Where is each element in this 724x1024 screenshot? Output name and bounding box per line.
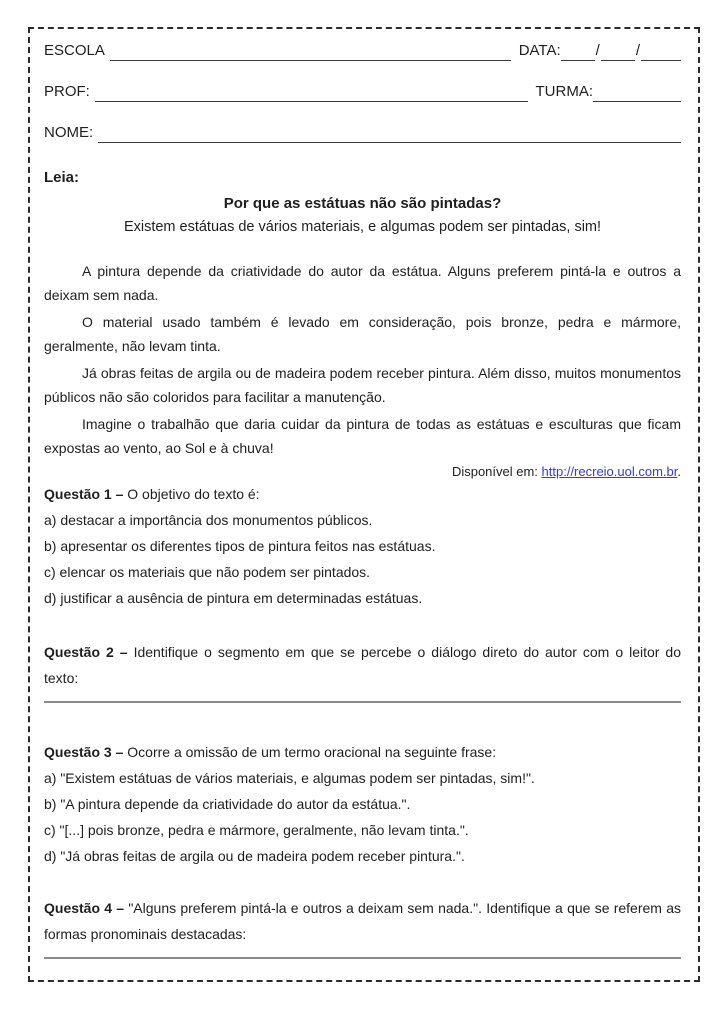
source-label: Disponível em: <box>451 464 542 479</box>
question-1-option-c[interactable]: c) elencar os materiais que não podem ser pintados. <box>44 564 371 580</box>
worksheet-header <box>44 41 681 143</box>
source-link[interactable]: http://recreio.uol.com.br <box>541 464 678 479</box>
school-label: ESCOLA <box>44 42 105 59</box>
name-label: NOME: <box>44 124 94 141</box>
date-year-line[interactable] <box>641 44 681 61</box>
school-date-row <box>44 41 681 61</box>
school-input-line[interactable] <box>110 44 511 61</box>
reading-paragraph: O material usado também é levado em consideração, pois bronze, pedra e mármore, geralmente, não levam tinta. <box>44 314 681 354</box>
question-3-label: Questão 3 – <box>44 744 124 760</box>
date-day-line[interactable] <box>561 44 595 61</box>
prof-input-line[interactable] <box>95 85 528 102</box>
question-2 <box>44 639 681 703</box>
question-2-label: Questão 2 – <box>44 644 128 660</box>
question-4-text: "Alguns preferem pintá-la e outros a deixam sem nada.". Identifique a que se referem as formas pronominais destacadas: <box>44 900 681 942</box>
question-1-option-a[interactable]: a) destacar a importância dos monumentos públicos. <box>44 512 373 528</box>
reading-paragraph: Imagine o trabalhão que daria cuidar da pintura de todas as estátuas e esculturas que ficam expostas ao vento, ao Sol e à chuva! <box>44 416 681 456</box>
reading-paragraph: A pintura depende da criatividade do autor da estátua. Alguns preferem pintá-la e outros a deixam sem nada. <box>44 263 681 303</box>
question-1-text: O objetivo do texto é: <box>127 486 260 502</box>
reading-paragraph: Já obras feitas de argila ou de madeira podem receber pintura. Além disso, muitos monumentos públicos não são coloridos para facilitar a manutenção. <box>44 365 681 405</box>
reading-paragraphs <box>44 259 681 460</box>
source-suffix: . <box>677 464 681 479</box>
question-4 <box>44 895 681 959</box>
question-3-option-d[interactable]: d) "Já obras feitas de argila ou de madeira podem receber pintura.". <box>44 848 465 864</box>
question-3-heading <box>44 739 681 765</box>
question-4-label: Questão 4 – <box>44 900 125 916</box>
name-row <box>44 123 681 143</box>
question-1-option-b[interactable]: b) apresentar os diferentes tipos de pintura feitos nas estátuas. <box>44 538 436 554</box>
date-label: DATA: <box>518 42 561 59</box>
class-label: TURMA: <box>535 83 593 100</box>
question-4-answer-line[interactable] <box>44 956 681 959</box>
question-3-option-a[interactable]: a) "Existem estátuas de vários materiais, e algumas podem ser pintadas, sim!". <box>44 770 535 786</box>
question-3-option-b[interactable]: b) "A pintura depende da criatividade do autor da estátua.". <box>44 796 411 812</box>
prof-label: PROF: <box>44 83 90 100</box>
reading-title: Por que as estátuas não são pintadas? <box>223 195 502 212</box>
name-input-line[interactable] <box>98 126 681 143</box>
question-3-text: Ocorre a omissão de um termo oracional na seguinte frase: <box>127 744 497 760</box>
reading-instruction: Leia: <box>44 169 80 186</box>
question-1-label: Questão 1 – <box>44 486 124 502</box>
question-1-option-d[interactable]: d) justificar a ausência de pintura em determinadas estátuas. <box>44 590 423 606</box>
question-3-option-c[interactable]: c) "[...] pois bronze, pedra e mármore, geralmente, não levam tinta.". <box>44 822 469 838</box>
question-1-heading <box>44 481 681 507</box>
question-2-text: Identifique o segmento em que se percebe o diálogo direto do autor com o leitor do texto: <box>44 644 682 686</box>
question-4-heading <box>44 895 681 947</box>
question-1 <box>44 481 681 611</box>
reading-subtitle: Existem estátuas de vários materiais, e algumas podem ser pintadas, sim! <box>123 219 602 235</box>
question-3 <box>44 739 681 869</box>
question-2-heading <box>44 639 681 691</box>
prof-class-row <box>44 82 681 102</box>
question-2-answer-line[interactable] <box>44 700 681 703</box>
date-slash-1: / <box>595 42 600 59</box>
worksheet-sheet <box>28 27 700 982</box>
reading-section <box>44 169 681 481</box>
date-slash-2: / <box>635 42 640 59</box>
class-input-line[interactable] <box>593 85 681 102</box>
date-month-line[interactable] <box>601 44 635 61</box>
source-attribution <box>44 463 681 481</box>
